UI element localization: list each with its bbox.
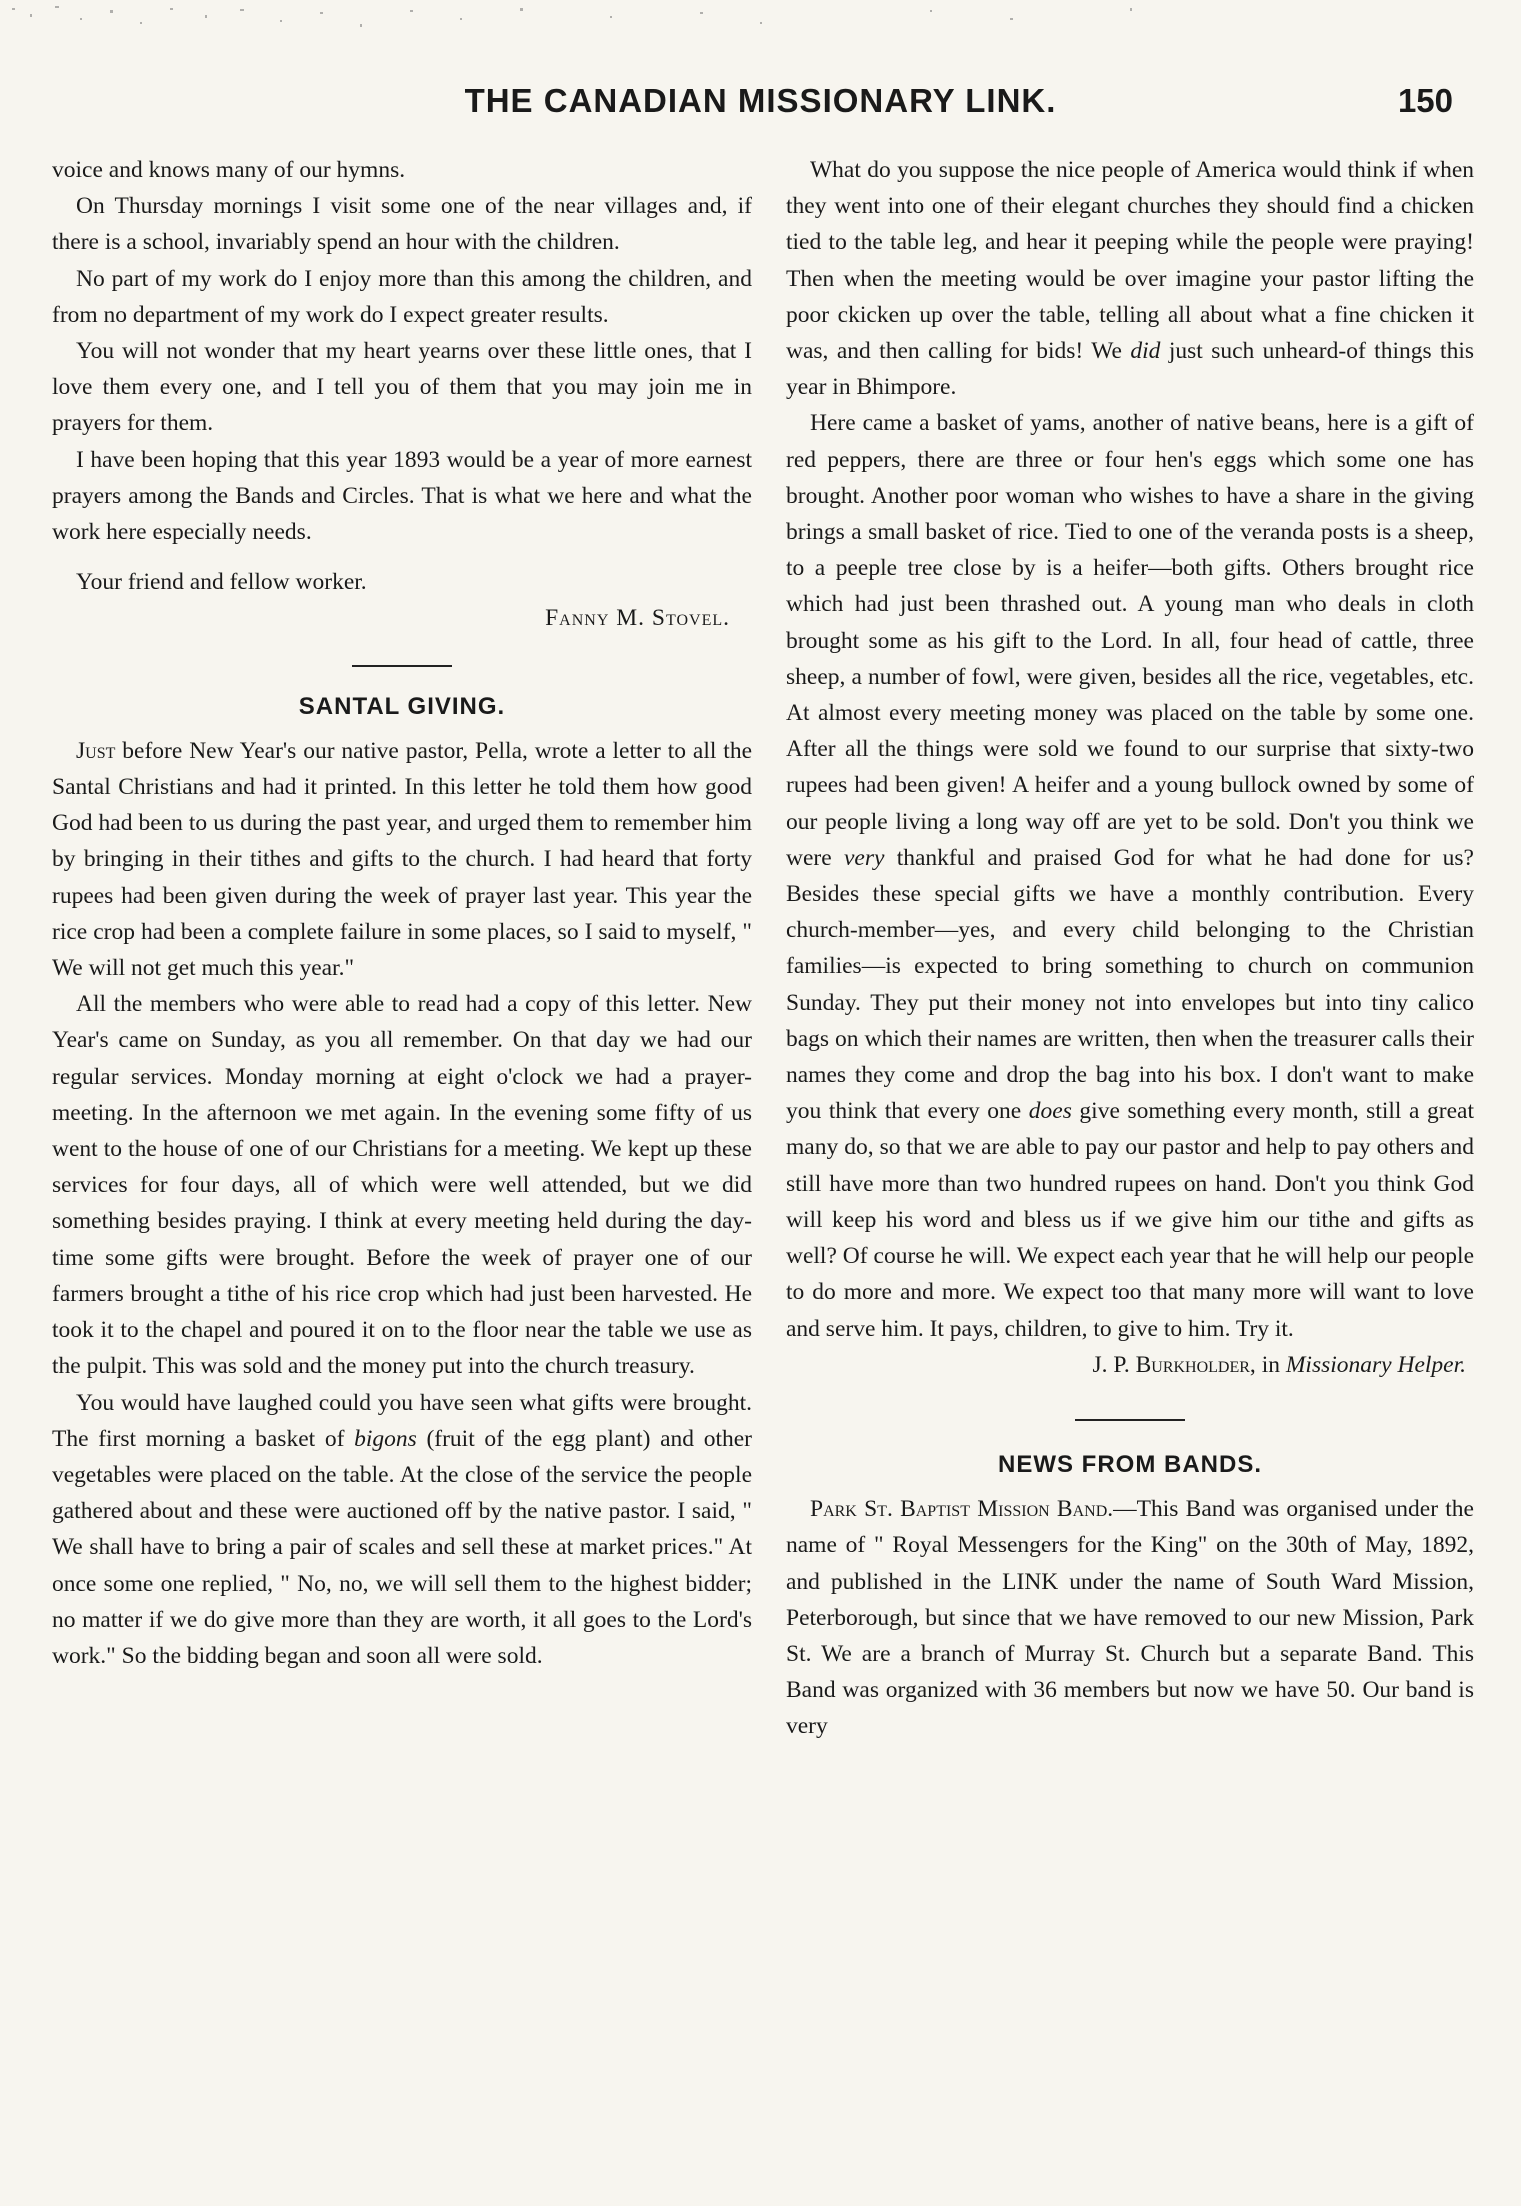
page-header: [40, 82, 1481, 122]
left-column: [52, 152, 752, 1674]
article-attribution: [786, 1347, 1474, 1383]
paragraph-text: just such unheard-of things this year in Bhimpore.: [786, 338, 1475, 401]
article-heading: NEWS FROM BANDS.: [998, 1450, 1262, 1478]
paragraph: On Thursday mornings I visit some one of the near villages and, if there is a school, invariably spend an hour with the children.: [52, 193, 752, 256]
paragraph-text: Here came a basket of yams, another of native beans, here is a gift of red peppers, there are three or four hen's eggs which some one has brought. Another poor woman who wishes to have a share in the giving brings a small basket of rice. Tied to one of the veranda posts is a sheep, to a peeple tree close by is a heifer—both gifts. Others brought rice which had just been thrashed out. A young man who deals in cloth brought some as his gift to the Lord. In all, four head of cattle, three sheep, a number of fowl, were given, besides all the rice, vegetables, etc. At almost every meeting money was placed on the table by some one. After all the things were sold we found to our surprise that sixty-two rupees had been given! A heifer and a young bullock owned by some of our people living a long way off are yet to be sold. Don't you think we were: [786, 410, 1474, 871]
paragraph: [786, 152, 1474, 405]
scan-noise-texture: [0, 0, 1521, 40]
paragraph: [786, 1491, 1474, 1744]
paragraph: [786, 405, 1474, 1346]
author-name: J. P. Burkholder,: [1092, 1351, 1256, 1378]
paragraph-text: give something every month, still a great many do, so that we are able to pay our pastor and help to pay others and still have more than two hundred rupees on hand. Don't you think God will keep his word and bless us if we give him our tithe and gifts as well? Of course he will. We expect each year that he will help our people to do more and more. We expect too that many more will want to love and serve him. It pays, children, to give to him. Try it.: [786, 1098, 1474, 1342]
italic-term: very: [843, 844, 885, 871]
italic-term: bigons: [354, 1425, 417, 1452]
paragraph: I have been hoping that this year 1893 would be a year of more earnest prayers among the Bands and Circles. That is what we here and what the work here especially needs.: [52, 446, 752, 546]
letter-closing: Your friend and fellow worker.: [76, 569, 367, 596]
italic-term: did: [1130, 338, 1161, 365]
paragraph: [52, 1385, 752, 1675]
italic-term: does: [1028, 1098, 1072, 1125]
section-divider: [1075, 1419, 1185, 1421]
publication-title: THE CANADIAN MISSIONARY LINK.: [464, 82, 1057, 119]
section-divider: [352, 665, 452, 667]
band-name: Park St. Baptist Mission Band.: [810, 1496, 1114, 1523]
paragraph: You will not wonder that my heart yearns over these little ones, that I love them every one, and I tell you of them that you may join me in prayers for them.: [52, 338, 752, 437]
right-column: [786, 152, 1474, 1745]
paragraph: No part of my work do I enjoy more than this among the children, and from no department of my work do I expect greater results.: [52, 265, 752, 328]
paragraph-text: —This Band was organised under the name of " Royal Messengers for the King" on the 30th of May, 1892, and published in the LINK under the name of South Ward Mission, Peterborough, but since that we have removed to our new Mission, Park St. We are a branch of Murray St. Church but a separate Band. This Band was organized with 36 members but now we have 50. Our band is very: [786, 1496, 1474, 1740]
paragraph: [52, 733, 752, 986]
page-number: 150: [1397, 82, 1453, 119]
paragraph: voice and knows many of our hymns.: [52, 157, 406, 183]
opening-word: Just: [76, 737, 116, 764]
paragraph-text: (fruit of the egg plant) and other vegetables were placed on the table. At the close of the service the people gathered about and these were auctioned off by the native pastor. I said, " We shall have to bring a pair of scales and sell these at market prices." At once some one replied, " No, no, we will sell them to the highest bidder; no matter if we do give more than they are worth, it all goes to the Lord's work." So the bidding began and soon all were sold.: [52, 1425, 752, 1669]
paragraph-text: What do you suppose the nice people of America would think if when they went into one of their elegant churches they should find a chicken tied to the table leg, and hear it peeping while the people were praying! Then when the meeting would be over imagine your pastor lifting the poor ckicken up over the table, telling all about what a fine chicken it was, and then calling for bids! We: [786, 157, 1474, 365]
article-heading: SANTAL GIVING.: [298, 692, 506, 720]
source-publication: Missionary Helper.: [1285, 1351, 1466, 1378]
paragraph-text: You would have laughed could you have seen what gifts were brought. The first morning a basket of: [52, 1389, 752, 1452]
paragraph-text: thankful and praised God for what he had done for us? Besides these special gifts we have a monthly contribution. Every church-member—yes, and every child belonging to the Christian families—is expected to bring something to church on communion Sunday. They put their money not into envelopes but into tiny calico bags on which their names are written, then when the treasurer calls their names they come and drop the bag into his box. I don't want to make you think that every one: [786, 844, 1474, 1125]
paragraph: All the members who were able to read had a copy of this letter. New Year's came on Sunday, as you all remember. On that day we had our regular services. Monday morning at eight o'clock we had a prayer-meeting. In the afternoon we met again. In the evening some fifty of us went to the house of one of our Christians for a meeting. We kept up these services for four days, all of which were well attended, but we did something besides praying. I think at every meeting held during the day-time some gifts were brought. Before the week of prayer one of our farmers brought a tithe of his rice crop which had just been harvested. He took it to the chapel and poured it on to the floor near the table we use as the pulpit. This was sold and the money put into the church treasury.: [52, 991, 752, 1380]
paragraph-text: before New Year's our native pastor, Pella, wrote a letter to all the Santal Christians and had it printed. In this letter he told them how good God had been to us during the past year, and urged them to remember him by bringing in their tithes and gifts to the church. I had heard that forty rupees had been given during the week of prayer last year. This year the rice crop had been a complete failure in some places, so I said to myself, " We will not get much this year.": [52, 737, 752, 982]
letter-signature: Fanny M. Stovel.: [545, 605, 730, 632]
attribution-connector: in: [1255, 1351, 1286, 1378]
